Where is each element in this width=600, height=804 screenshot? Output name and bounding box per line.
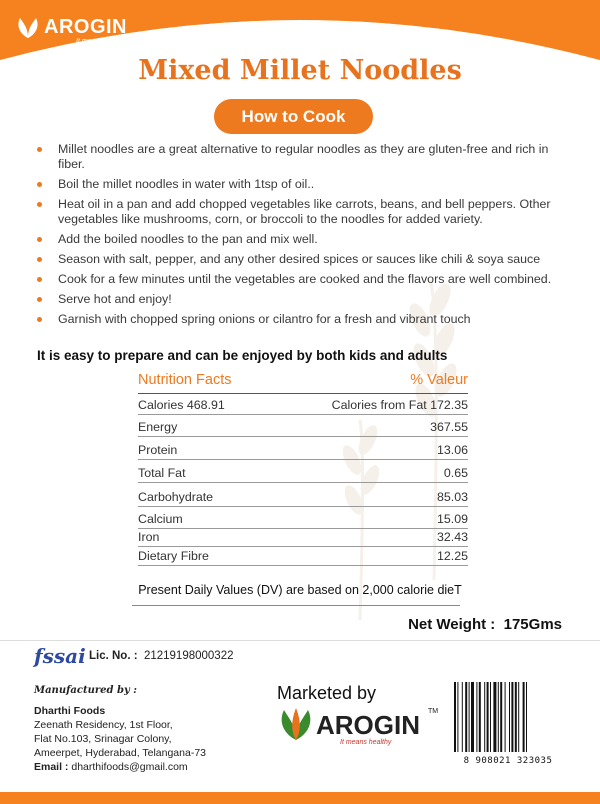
- bullet-icon: [37, 182, 42, 187]
- bullet-icon: [37, 297, 42, 302]
- bullet-icon: [37, 317, 42, 322]
- how-to-cook-badge: How to Cook: [214, 99, 373, 134]
- table-row: Dietary Fibre 12.25: [138, 549, 468, 566]
- prep-tagline: It is easy to prepare and can be enjoyed by both kids and adults: [37, 348, 448, 363]
- leaf-icon: [276, 706, 316, 742]
- divider: [132, 605, 460, 606]
- table-row: Carbohydrate 85.03: [138, 490, 468, 507]
- barcode-number: 8 908021 323035: [463, 756, 553, 766]
- fssai-logo: fssai: [34, 644, 86, 668]
- divider: [0, 640, 600, 641]
- bullet-icon: [37, 202, 42, 207]
- list-item: Add the boiled noodles to the pan and mix well.: [36, 232, 566, 247]
- list-item: Cook for a few minutes until the vegetables are cooked and the flavors are well combined.: [36, 272, 566, 287]
- list-item: Season with salt, pepper, and any other desired spices or sauces like chili & soya sauce: [36, 252, 566, 267]
- address-line: Flat No.103, Srinagar Colony,: [34, 733, 172, 745]
- list-item: Serve hot and enjoy!: [36, 292, 566, 307]
- manufacturer-heading: Manufactured by :: [34, 685, 137, 696]
- table-row: Iron 32.43: [138, 530, 468, 547]
- list-item: Millet noodles are a great alternative to regular noodles as they are gluten-free and rich in fiber.: [36, 142, 566, 172]
- trademark-mark: TM: [428, 708, 439, 715]
- nutrition-title: Nutrition Facts: [138, 372, 232, 388]
- brand-logo: [14, 14, 128, 46]
- table-row: Total Fat 0.65: [138, 466, 468, 483]
- divider: [138, 393, 468, 394]
- brand-name: AROGIN: [44, 16, 127, 38]
- net-weight: Net Weight : 175Gms: [408, 616, 562, 633]
- bullet-icon: [37, 257, 42, 262]
- product-title: Mixed Millet Noodles: [138, 55, 462, 86]
- bullet-icon: [37, 237, 42, 242]
- list-item: Boil the millet noodles in water with 1tsp of oil..: [36, 177, 566, 192]
- daily-values-note: Present Daily Values (DV) are based on 2,000 calorie dieT: [138, 583, 462, 597]
- manufacturer-name: Dharthi Foods: [34, 705, 106, 717]
- nutrition-value-header: % Valeur: [410, 372, 468, 388]
- list-item: Garnish with chopped spring onions or cilantro for a fresh and vibrant touch: [36, 312, 566, 327]
- cooking-steps: [36, 142, 566, 332]
- leaf-icon: [14, 14, 42, 40]
- nutrition-header: [138, 372, 468, 392]
- bullet-icon: [37, 277, 42, 282]
- table-row: Calories 468.91 Calories from Fat 172.35: [138, 398, 468, 415]
- list-item: Heat oil in a pan and add chopped vegetables like carrots, beans, and bell peppers. Other vegetables like mushrooms, corn, or broccoli to the noodles for added variety.: [36, 197, 566, 227]
- address-line: Ameerpet, Hyderabad, Telangana-73: [34, 747, 207, 759]
- address-line: Zeenath Residency, 1st Floor,: [34, 719, 173, 731]
- marketer-brand-name: AROGIN: [316, 710, 420, 740]
- brand-tagline: It means healthy: [76, 38, 128, 45]
- table-row: Protein 13.06: [138, 443, 468, 460]
- barcode: [450, 676, 566, 769]
- barcode-bars: [450, 676, 566, 756]
- email-line: Email : dharthifoods@gmail.com: [34, 761, 188, 773]
- marketer-tagline: It means healthy: [340, 739, 392, 746]
- manufacturer-block: [34, 684, 206, 774]
- table-row: Calcium 15.09: [138, 512, 468, 529]
- marketed-by-label: Marketed by: [277, 683, 377, 703]
- table-row: Energy 367.55: [138, 420, 468, 437]
- marketer-logo: [276, 706, 446, 756]
- bullet-icon: [37, 147, 42, 152]
- license-number: Lic. No. : 21219198000322: [89, 650, 234, 662]
